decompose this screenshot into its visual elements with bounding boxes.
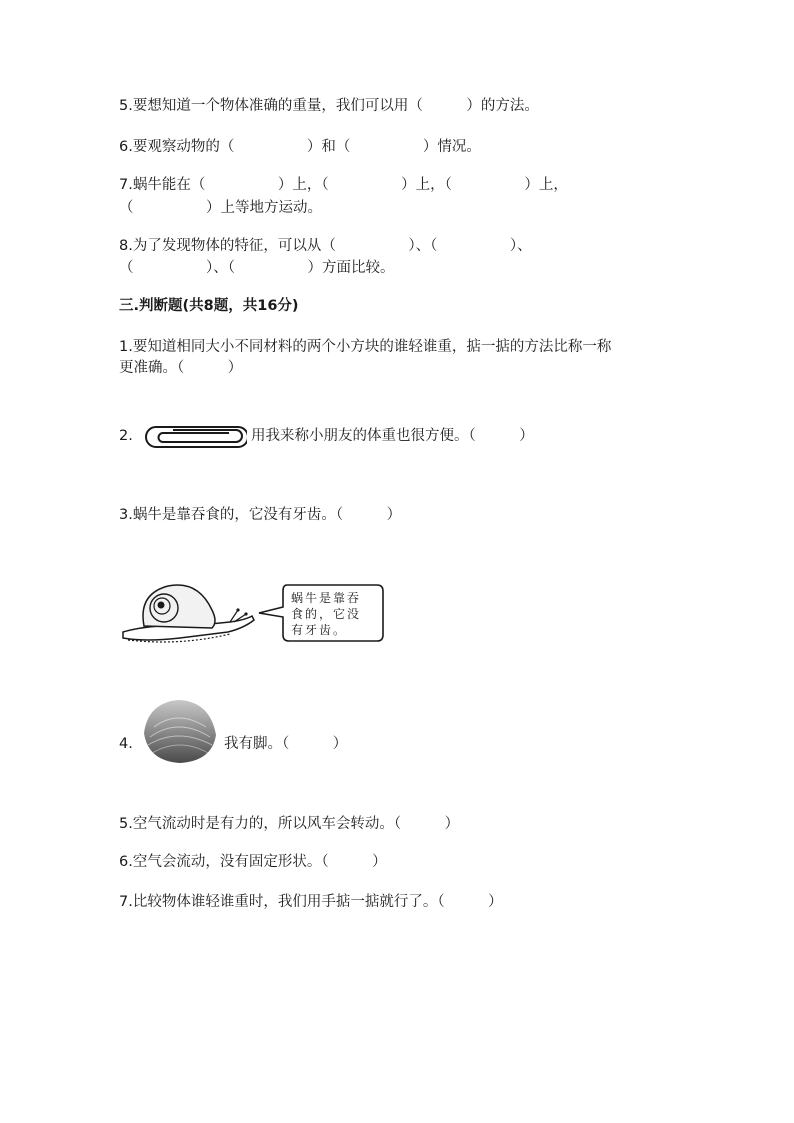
fill-question-5: 5.要想知道一个物体准确的重量，我们可以用（ ）的方法。 — [119, 98, 539, 114]
fill-question-8-line2: （ ）、（ ）方面比较。 — [119, 260, 395, 276]
speech-line-1: 蜗牛是靠吞 — [291, 591, 362, 605]
judge-question-1-line1: 1.要知道相同大小不同材料的两个小方块的谁轻谁重，掂一掂的方法比称一称 — [119, 339, 612, 355]
judge-question-7: 7.比较物体谁轻谁重时，我们用手掂一掂就行了。（ ） — [119, 894, 503, 910]
speech-line-2: 食的，它没 — [291, 607, 362, 621]
clam-shell-illustration — [140, 697, 218, 765]
judge-question-1-line2: 更准确。（ ） — [119, 360, 243, 376]
judge-question-2-number: 2. — [119, 428, 133, 444]
judge-question-4-text: 我有脚。（ ） — [224, 736, 348, 752]
judge-question-6: 6.空气会流动，没有固定形状。（ ） — [119, 854, 387, 870]
paperclip-icon — [143, 424, 247, 450]
judge-question-4-number: 4. — [119, 736, 133, 752]
section-title: 三.判断题(共8题，共16分) — [119, 298, 299, 314]
fill-question-7-line1: 7.蜗牛能在（ ）上，（ ）上，（ ）上， — [119, 177, 568, 193]
judge-question-5: 5.空气流动时是有力的，所以风车会转动。（ ） — [119, 816, 460, 832]
fill-question-8-line1: 8.为了发现物体的特征，可以从（ ）、（ ）、 — [119, 238, 532, 254]
speech-bubble-text — [291, 590, 361, 638]
judge-question-2-text: 用我来称小朋友的体重也很方便。（ ） — [251, 428, 534, 444]
fill-question-7-line2: （ ）上等地方运动。 — [119, 200, 322, 216]
snail-illustration — [120, 580, 270, 650]
speech-line-3: 有牙齿。 — [291, 623, 348, 637]
judge-question-3: 3.蜗牛是靠吞食的，它没有牙齿。（ ） — [119, 507, 402, 523]
fill-question-6: 6.要观察动物的（ ）和（ ）情况。 — [119, 139, 481, 155]
